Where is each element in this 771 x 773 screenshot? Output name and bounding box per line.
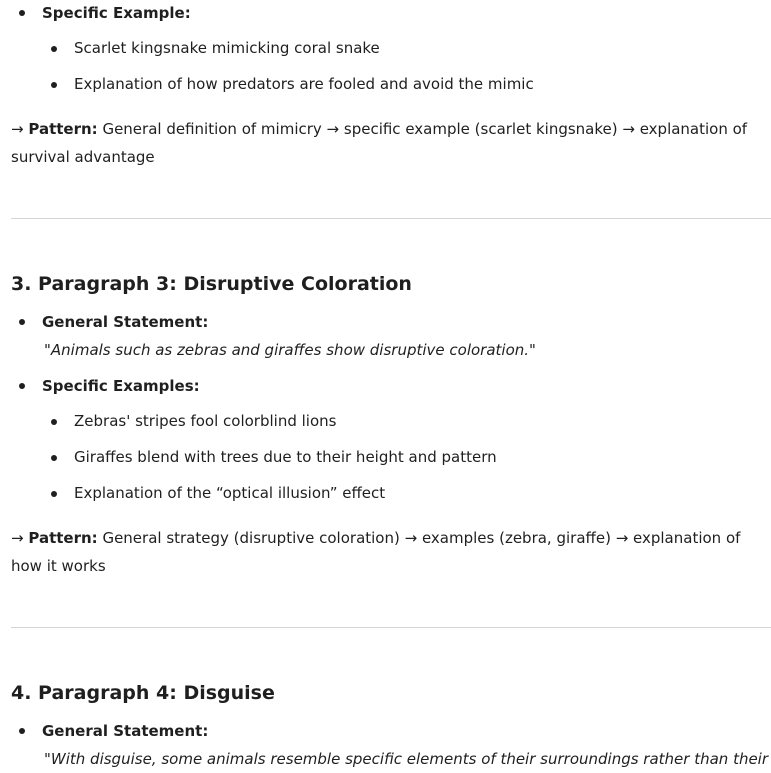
bullet [51, 46, 57, 52]
general-statement-label: General Statement: [42, 313, 209, 331]
pattern-paragraph [11, 524, 766, 580]
divider [11, 218, 771, 219]
pattern-label: Pattern: [28, 120, 98, 138]
bullet [19, 728, 25, 734]
specific-example-label: Specific Example: [42, 4, 191, 22]
bullet [51, 419, 57, 425]
specific-examples-label: Specific Examples: [42, 377, 200, 395]
pattern-label: Pattern: [28, 529, 98, 547]
pattern-text: General definition of mimicry → specific example (scarlet kingsnake) → explanation of survival advantage [11, 120, 748, 166]
general-statement-quote: "Animals such as zebras and giraffes show disruptive coloration." [44, 341, 536, 359]
bullet [51, 455, 57, 461]
list-item: Explanation of the “optical illusion” effect [74, 484, 386, 502]
pattern-paragraph [11, 115, 766, 171]
bullet [19, 10, 25, 16]
bullet [19, 383, 25, 389]
bullet [19, 319, 25, 325]
section-heading: 4. Paragraph 4: Disguise [11, 682, 275, 704]
list-item: Scarlet kingsnake mimicking coral snake [74, 39, 380, 57]
general-statement-quote: "With disguise, some animals resemble specific elements of their surroundings rather than their [44, 750, 769, 768]
arrow-icon: → [11, 529, 24, 547]
bullet [51, 491, 57, 497]
pattern-text: General strategy (disruptive coloration) → examples (zebra, giraffe) → explanation of how it works [11, 529, 741, 575]
list-item: Zebras' stripes fool colorblind lions [74, 412, 337, 430]
list-item: Giraffes blend with trees due to their height and pattern [74, 448, 497, 466]
general-statement-label: General Statement: [42, 722, 209, 740]
bullet [51, 82, 57, 88]
arrow-icon: → [11, 120, 24, 138]
divider [11, 627, 771, 628]
section-heading: 3. Paragraph 3: Disruptive Coloration [11, 273, 412, 295]
list-item: Explanation of how predators are fooled and avoid the mimic [74, 75, 534, 93]
